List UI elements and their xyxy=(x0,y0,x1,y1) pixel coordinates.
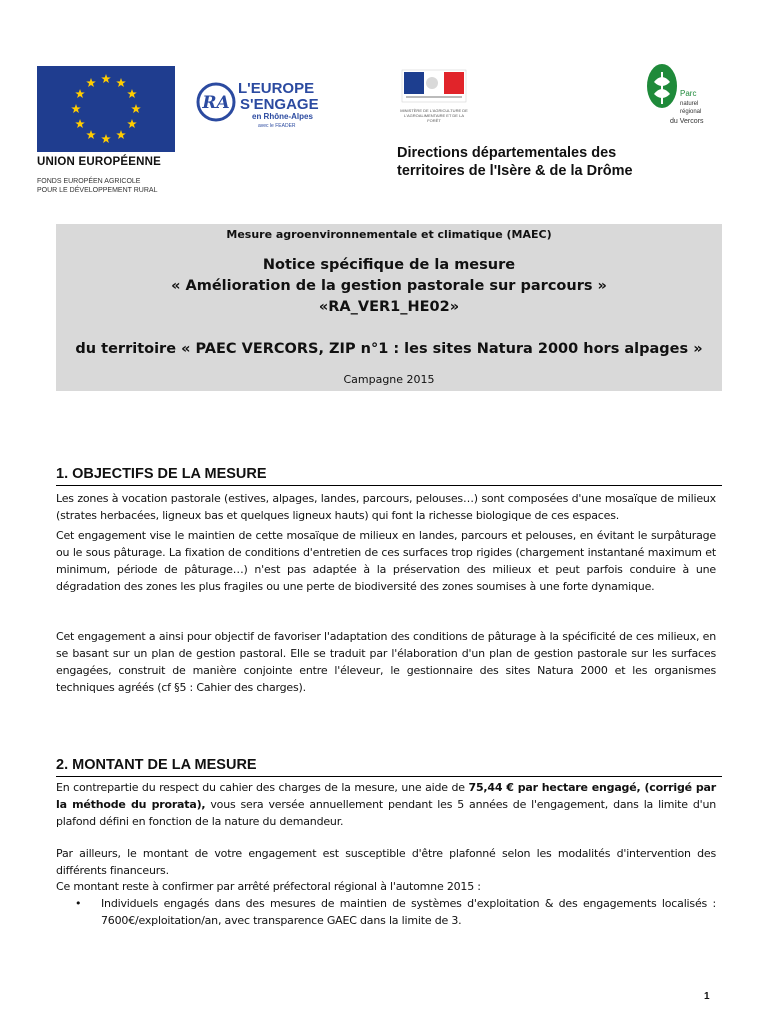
ddt-heading xyxy=(397,144,697,180)
eu-star-icon xyxy=(86,130,96,139)
maec-label: Mesure agroenvironnementale et climatique (MAEC) xyxy=(226,228,552,241)
section1-divider xyxy=(56,485,722,486)
campaign-label: Campagne 2015 xyxy=(343,373,435,386)
section2-bullet-text: Individuels engagés dans des mesures de maintien de systèmes d'exploitation & des engagements localisés : 7600€/exploitation/an, avec transparence GAEC dans la limite de 3. xyxy=(101,897,716,927)
ra-logo-line4: avec le FEADER xyxy=(258,123,296,129)
eu-star-icon xyxy=(127,89,137,98)
eu-star-icon xyxy=(75,89,85,98)
section2-bullet-item xyxy=(56,895,716,931)
notice-title xyxy=(56,255,722,318)
ra-logo-line3: en Rhône-Alpes xyxy=(252,112,313,121)
eu-logo-title: UNION EUROPÉENNE xyxy=(37,156,161,168)
parc-line2: naturel xyxy=(680,101,699,107)
bullet-icon: • xyxy=(75,897,82,910)
ddt-heading-line2: territoires de l'Isère & de la Drôme xyxy=(397,163,633,179)
section2-paragraph3: Ce montant reste à confirmer par arrêté préfectoral régional à l'automne 2015 : xyxy=(56,880,481,893)
parc-vercors-logo xyxy=(640,60,712,130)
eu-logo-subtitle xyxy=(37,177,197,195)
notice-title-line1: Notice spécifique de la mesure xyxy=(262,257,516,273)
ddt-heading-line1: Directions départementales des xyxy=(397,145,617,161)
eu-logo-subtitle-line1: FONDS EUROPÉEN AGRICOLE xyxy=(37,178,141,185)
page-number: 1 xyxy=(704,991,710,1002)
ra-logo-initials: RA xyxy=(202,93,230,113)
eu-star-icon xyxy=(116,78,126,87)
section2-p1-start: En contrepartie du respect du cahier des charges de la mesure, une aide de xyxy=(56,781,469,794)
eu-star-icon xyxy=(101,74,111,83)
eu-star-icon xyxy=(75,119,85,128)
title-box xyxy=(56,224,722,391)
europe-sengage-logo xyxy=(196,73,346,131)
section2-divider xyxy=(56,776,722,777)
eu-flag-logo xyxy=(37,66,175,152)
notice-title-line3: «RA_VER1_HE02» xyxy=(318,299,460,315)
section2-p1-amount: 75,44 € par hectare engagé, (corrigé par la méthode du prorata), xyxy=(56,781,716,811)
ra-logo-line2: S'ENGAGE xyxy=(240,96,319,113)
parc-line1: Parc xyxy=(680,89,697,98)
eu-star-icon xyxy=(127,119,137,128)
section2-paragraph2: Par ailleurs, le montant de votre engagement est susceptible d'être plafonné selon les modalités d'intervention des différents financeurs. xyxy=(56,847,716,877)
section2-title: 2. MONTANT DE LA MESURE xyxy=(56,757,257,773)
ra-logo-line1: L'EUROPE xyxy=(238,80,315,97)
territory-title: du territoire « PAEC VERCORS, ZIP n°1 : les sites Natura 2000 hors alpages » xyxy=(75,341,703,357)
parc-line4: du Vercors xyxy=(670,118,704,125)
section1-paragraph3: Cet engagement a ainsi pour objectif de favoriser l'adaptation des conditions de pâturage à la spécificité de ces milieux, en se basant sur un plan de gestion pastoral. Elle se traduit par l'élaboration d'un plan de gestion pastorale sur les surfaces engagées, construit de manière conjointe entre l'éleveur, le gestionnaire des sites Natura 2000 et les organismes techniques agréés (cf §5 : Cahier des charges). xyxy=(56,630,716,694)
section1-paragraph1: Les zones à vocation pastorale (estives, alpages, landes, parcours, pelouses…) sont composées d'une mosaïque de milieux (strates herbacées, ligneux bas et quelques ligneux hauts) qui font la richesse biologique de ces espaces. xyxy=(56,492,716,522)
ministry-logo-text: MINISTÈRE DE L'AGRICULTURE DE L'AGROALIMENTAIRE ET DE LA FORÊT xyxy=(400,108,468,123)
eu-star-icon xyxy=(71,104,81,113)
parc-line3: régional xyxy=(680,109,702,115)
eu-logo-subtitle-line2: POUR LE DÉVELOPPEMENT RURAL xyxy=(37,187,158,194)
eu-stars-icon xyxy=(37,66,175,152)
notice-title-line2: « Amélioration de la gestion pastorale sur parcours » xyxy=(171,278,607,294)
eu-star-icon xyxy=(116,130,126,139)
section1-title: 1. OBJECTIFS DE LA MESURE xyxy=(56,466,267,482)
eu-star-icon xyxy=(101,134,111,143)
section2-p1-end: vous sera versée annuellement pendant les 5 années de l'engagement, dans la limite d'un plafond défini en fonction de la nature du demandeur. xyxy=(56,798,716,828)
eu-star-icon xyxy=(86,78,96,87)
section1-paragraph2: Cet engagement vise le maintien de cette mosaïque de milieux en landes, parcours et pelouses, en évitant le surpâturage ou le sous pâturage. La fixation de conditions d'entretien de ces surfaces trop rigides (chargement instantané maximum et minimum, période de pâturage…) n'est pas adaptée à la préservation des milieux et peut parfois conduire à une dégradation des zones les plus fragiles ou une perte de biodiversité des zones soumises à une forte dynamique. xyxy=(56,529,716,593)
eu-star-icon xyxy=(131,104,141,113)
section2-paragraph1 xyxy=(56,779,716,830)
